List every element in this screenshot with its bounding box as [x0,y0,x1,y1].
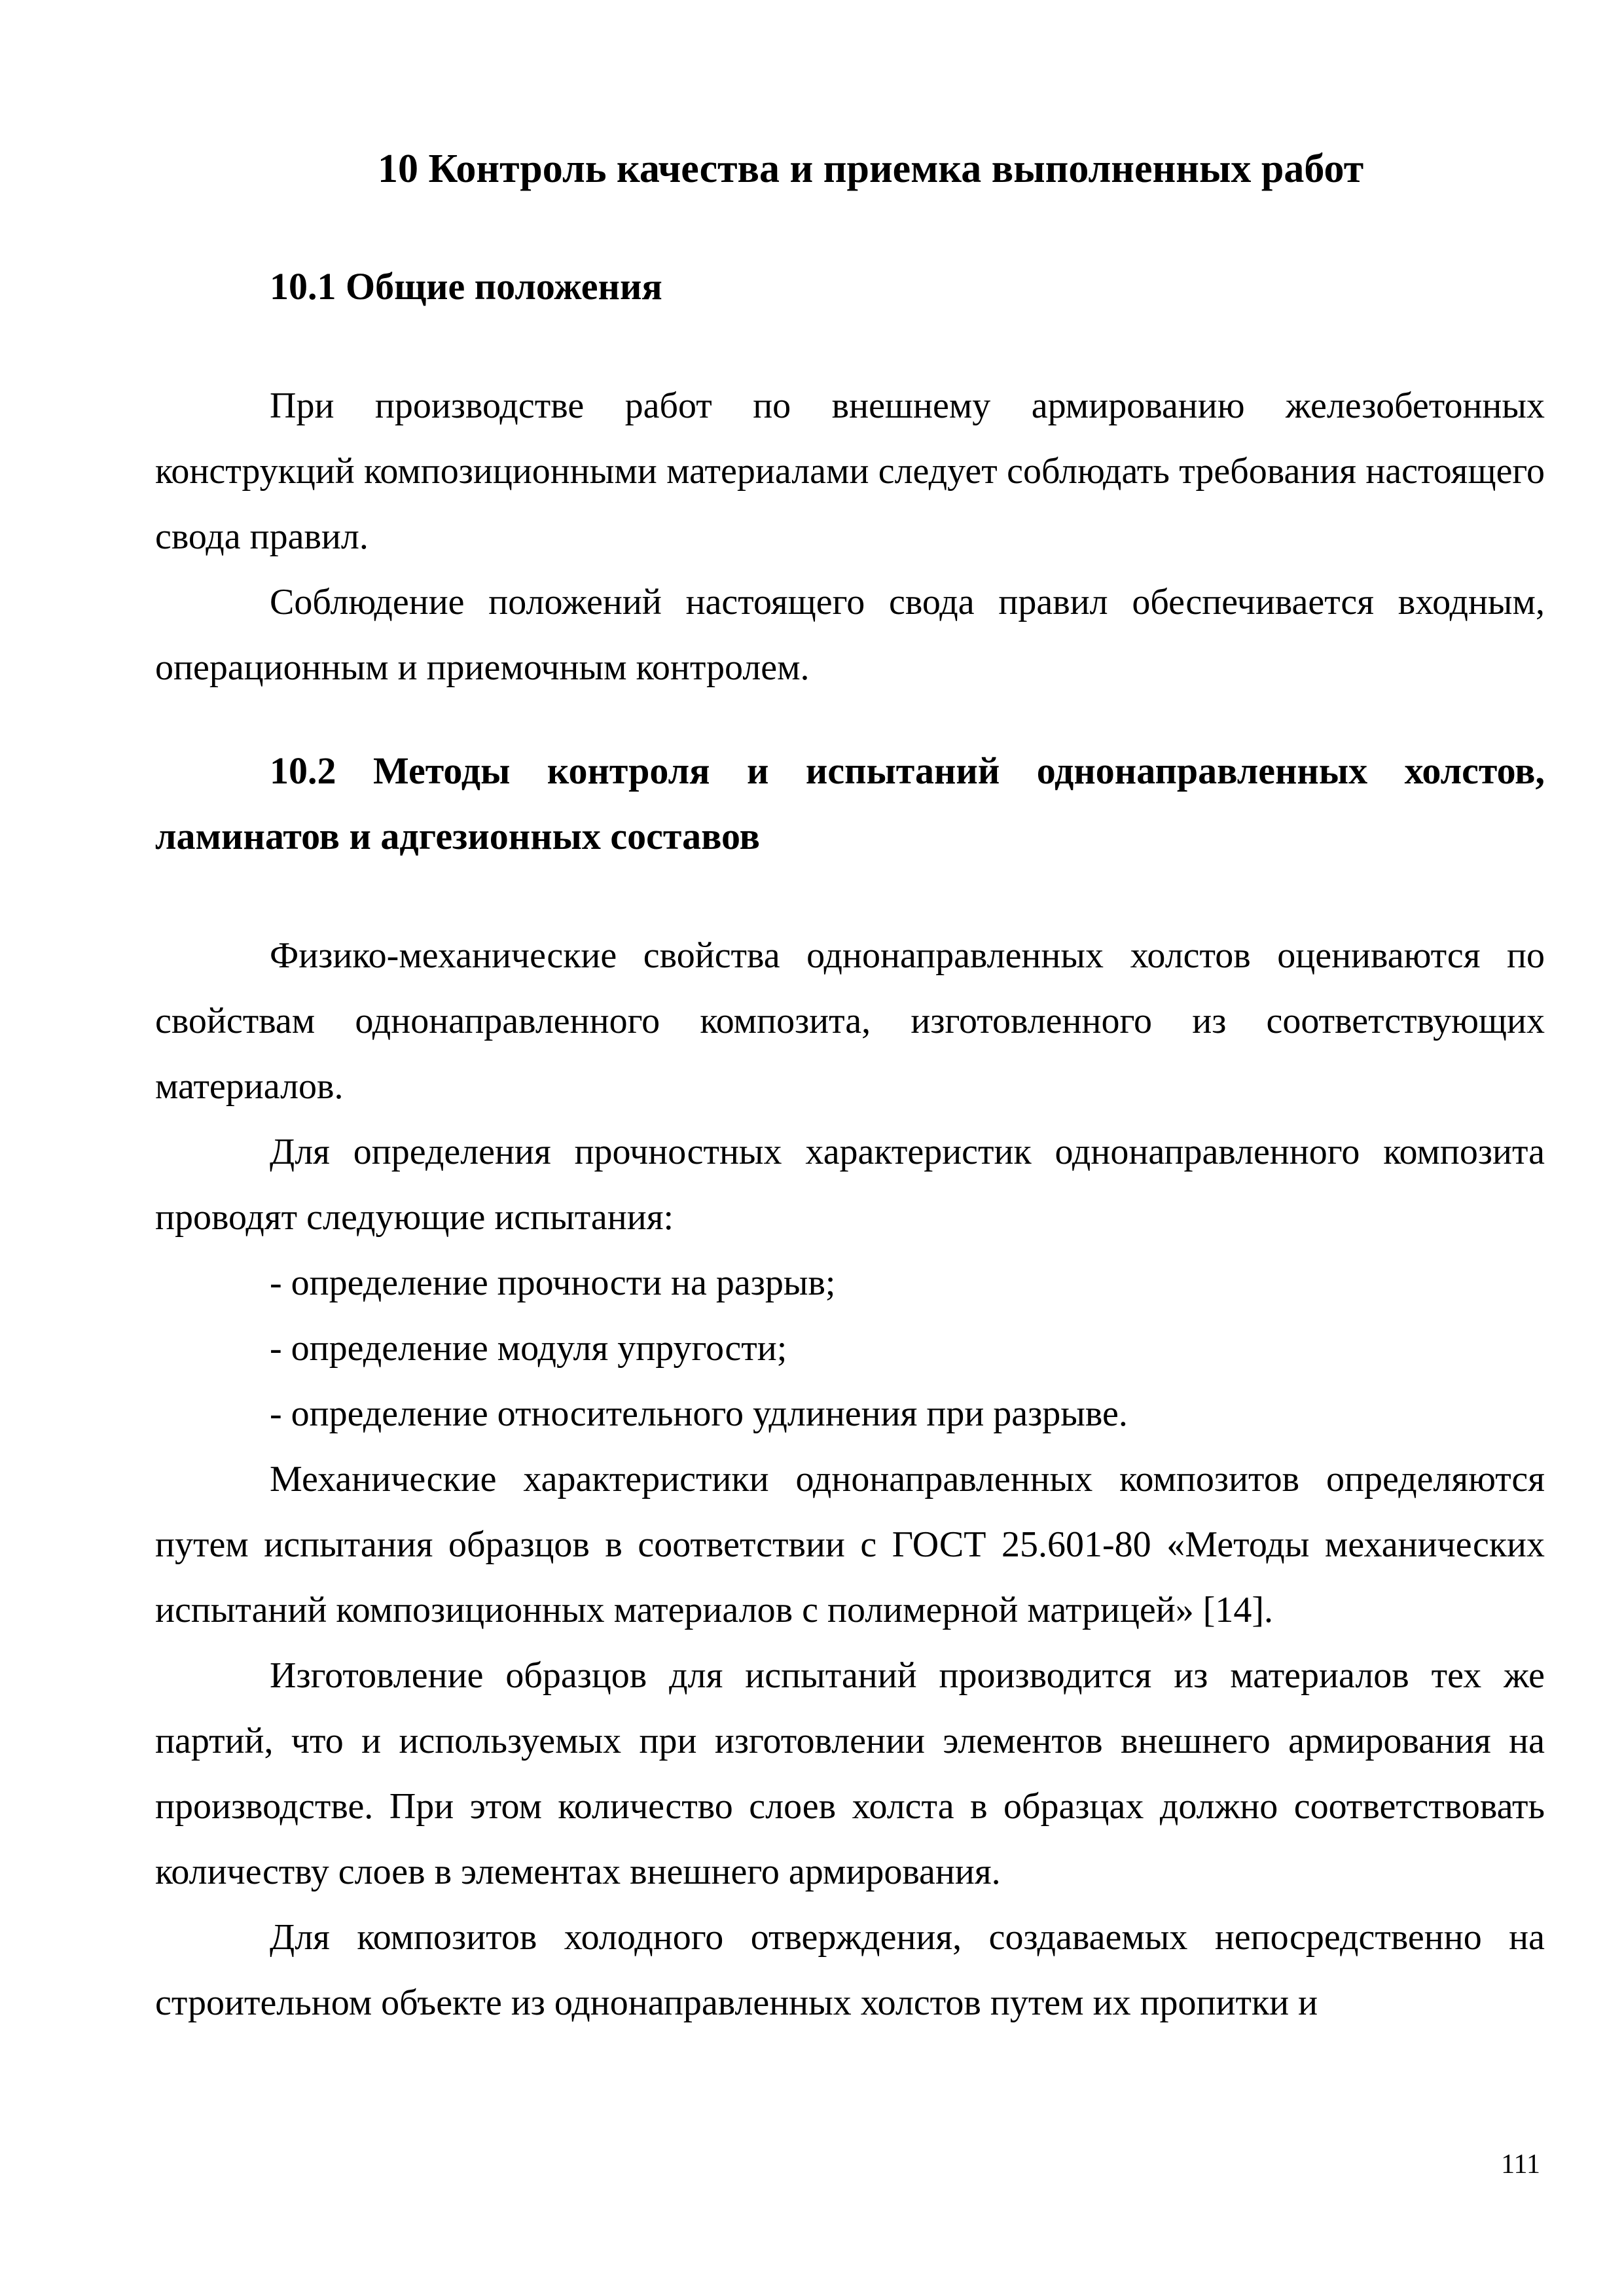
list-item: - определение относительного удлинения при разрыве. [270,1393,1128,1434]
page-number: 111 [1501,2149,1540,2179]
page-content [155,143,1545,2036]
list-item: - определение прочности на разрыв; [270,1263,836,1303]
list-item: - определение модуля упругости; [270,1328,787,1369]
section-title: 10 Контроль качества и приемка выполненных работ [378,147,1364,191]
paragraph: Для композитов холодного отверждения, создаваемых непосредственно на строительном объекте из однонаправленных холстов путем их пропитки и [155,1917,1545,2023]
paragraph: Изготовление образцов для испытаний производится из материалов тех же партий, что и используемых при изготовлении элементов внешнего армирования на производстве. При этом количество слоев холста в образцах должно соответствовать количеству слоев в элементах внешнего армирования. [155,1655,1545,1892]
paragraph: Механические характеристики однонаправленных композитов определяются путем испытания образцов в соответствии с ГОСТ 25.601-80 «Методы механических испытаний композиционных материалов с полимерной матрицей» [14]. [155,1459,1545,1630]
paragraph: Соблюдение положений настоящего свода правил обеспечивается входным, операционным и приемочным контролем. [155,582,1545,688]
paragraph: Физико-механические свойства однонаправленных холстов оцениваются по свойствам однонаправленного композита, изготовленного из соответствующих материалов. [155,935,1545,1107]
paragraph: Для определения прочностных характеристик однонаправленного композита проводят следующие испытания: [155,1132,1545,1238]
paragraph: При производстве работ по внешнему армированию железобетонных конструкций композиционными материалами следует соблюдать требования настоящего свода правил. [155,386,1545,557]
subsection-title-general: 10.1 Общие положения [270,265,662,308]
subsection-title-methods: 10.2 Методы контроля и испытаний однонаправленных холстов, ламинатов и адгезионных составов [155,749,1545,857]
